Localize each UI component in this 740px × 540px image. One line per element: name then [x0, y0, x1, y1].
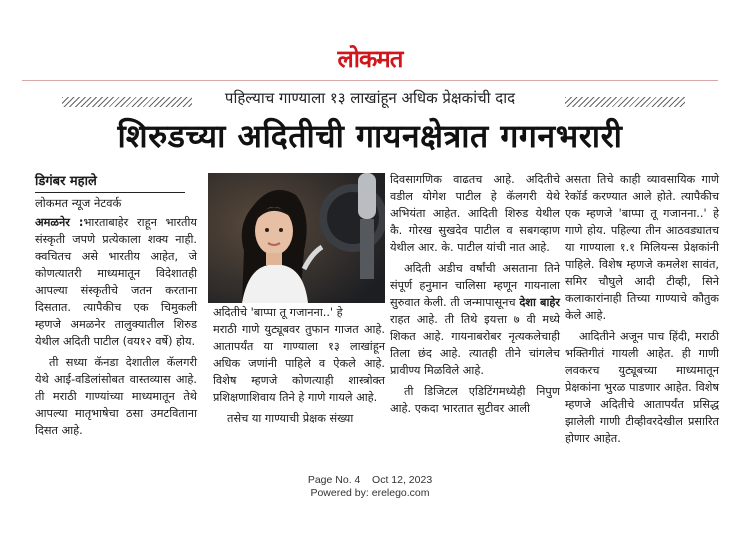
article-column-4 [565, 171, 719, 451]
paragraph: असता तिचे काही व्यावसायिक गाणे रेकॉर्ड करण्यात आले होते. त्यापैकीच एक म्हणजे 'बाप्पा तू गजानना..' हे गाणे होय. पहिल्या तीन आठवड्यातच या गाण्याला १.१ मिलियन्स प्रेक्षकांनी पाहिले. विशेष म्हणजे कमलेश सावंत, समिर चौघुले आदी टीव्ही, सिने कलाकारांनाही तिच्या गाण्याचे कौतुक केले आहे. [565, 173, 719, 322]
kicker-subheadline: पहिल्याच गाण्याला १३ लाखांहून अधिक प्रेक्षकांची दाद [224, 89, 516, 107]
article-photo [208, 173, 385, 303]
masthead-rule [22, 80, 718, 81]
paragraph: दिवसागणिक वाढतच आहे. अदितीचे वडील योगेश पाटील हे कॅलगरी येथे अभियंता आहेत. आदिती शिरुड येथील कै. गोरख सुखदेव पाटील व सबगव्हाण येथील आर. के. पाटील यांची नात आहे. [390, 173, 560, 254]
dateline: अमळनेर : [35, 216, 84, 229]
article-column-1 [35, 173, 197, 443]
byline-author: डिगंबर महाले [35, 174, 97, 189]
highlighted-text: देशा बाहेर [519, 296, 560, 309]
kicker-row [0, 88, 740, 112]
paragraph-text: राहत आहे. ती तिथे इयत्ता ७ वी मध्ये शिकत आहे. गायनाबरोबर नृत्यकलेचाही तिला छंद आहे. त्यातही तीने चांगलेच प्रावीण्य मिळविले आहे. [390, 313, 560, 377]
paragraph: मराठी गाणे युट्यूबवर तुफान गाजत आहे. आतापर्यंत या गाण्याला १३ लाखांहून अधिक जणांनी पाहिले व ऐकले आहे. विशेष म्हणजे कोणत्याही शास्त्रोक्त प्रशिक्षणाशिवाय तिने हे गाणे गायले आहे. [213, 323, 385, 404]
page-info: Page No. 4 Oct 12, 2023 [307, 474, 433, 486]
article-column-2 [213, 321, 385, 431]
byline-agency: लोकमत न्यूज नेटवर्क [35, 196, 122, 210]
byline-divider [35, 192, 185, 193]
paragraph-text: अदिती अडीच वर्षांची असताना तिने संपूर्ण हनुमान चालिसा म्हणून गायनाला सुरुवात केली. ती जन्मापासूनच [390, 262, 560, 309]
paragraph [390, 260, 560, 379]
page-title: शिरुडच्या अदितीची गायनक्षेत्रात गगनभरारी [117, 117, 623, 155]
paragraph-text: भारताबाहेर राहून भारतीय संस्कृती जपणे प्रत्येकाला शक्य नाही. क्वचितच असे भारतीय आहेत, जे कोणत्यातरी माध्यमातून विदेशातही आपल्या संस्कृतीचे जतन करताना दिसतात. त्यापैकीच एक चिमुकली म्हणजे अमळनेर तालुक्यातील शिरुड येथील अदिती पाटील (वय१२ वर्षे) होय. [35, 216, 197, 348]
photo-caption: अदितीचे 'बाप्पा तू गजानना..' हे [213, 306, 343, 319]
page-footer [0, 474, 740, 500]
masthead [0, 42, 740, 75]
paragraph: ती डिजिटल एडिटिंगमध्येही निपुण आहे. एकदा भारतात सुटीवर आली [390, 385, 560, 415]
paragraph [35, 214, 197, 350]
paragraph: तसेच या गाण्याची प्रेक्षक संख्या [227, 412, 354, 425]
photo-illustration [208, 173, 385, 303]
paragraph: ती सध्या कॅनडा देशातील कॅलगरी येथे आई-वडिलांसोबत वास्तव्यास आहे. ती मराठी गाण्यांच्या माध्यमातून तेथे आपल्या मातृभाषेचा ठसा उमटविताना दिसत आहे. [35, 356, 197, 437]
paragraph: आदितीने अजून पाच हिंदी, मराठी भक्तिगीतं गायली आहेत. ही गाणी लवकरच युट्यूबच्या माध्यमातून प्रेक्षकांना भुरळ पाडणार आहेत. विशेष म्हणजे अदितीचे आतापर्यंत प्रसिद्ध झालेली गाणी टीव्हीवरदेखील प्रसारित होणार आहेत. [565, 330, 719, 445]
newspaper-logo: लोकमत [337, 45, 403, 73]
powered-by: Powered by: erelego.com [310, 487, 430, 499]
article-column-3 [390, 171, 560, 421]
